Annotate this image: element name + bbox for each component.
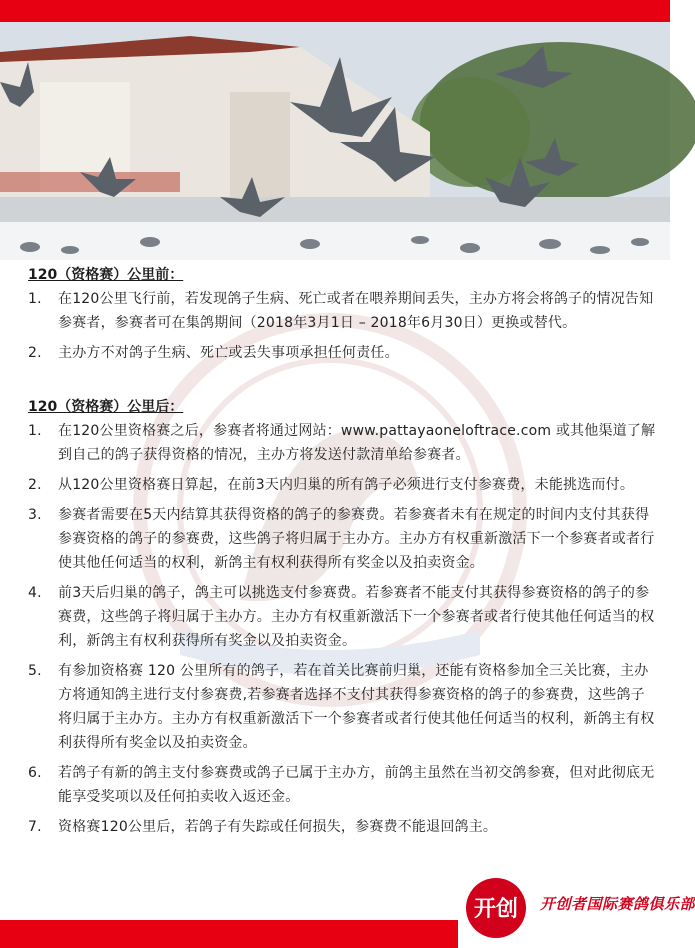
list-item xyxy=(28,659,658,755)
item-number: 6. xyxy=(28,765,42,781)
item-text: 在120公里资格赛之后，参赛者将通过网站：www.pattayaoneloftrace.com 或其他渠道了解到自己的鸽子获得资格的情况，主办方将发送付款清单给参赛者。 xyxy=(58,423,656,463)
item-number: 1. xyxy=(28,291,42,307)
list-item xyxy=(28,761,658,809)
top-red-bar xyxy=(0,0,670,22)
item-number: 7. xyxy=(28,819,42,835)
section-before-title: 120（资格赛）公里前： xyxy=(28,267,184,283)
item-number: 5. xyxy=(28,663,42,679)
hero-pigeon-photo xyxy=(0,22,670,260)
club-name: 开创者国际赛鸽俱乐部 xyxy=(540,895,695,913)
pigeons-illustration xyxy=(0,22,670,260)
item-number: 2. xyxy=(28,477,42,493)
item-text: 前3天后归巢的鸽子，鸽主可以挑选支付参赛费。若参赛者不能支付其获得参赛资格的鸽子的参赛费，这些鸽子将归属于主办方。主办方有权重新激活下一个参赛者或者行使其他任何适当的权利，新鸽主有权利获得所有奖金以及拍卖资金。 xyxy=(58,585,655,649)
item-number: 3. xyxy=(28,507,42,523)
section-after-title: 120（资格赛）公里后： xyxy=(28,399,184,415)
item-number: 2. xyxy=(28,345,42,361)
item-text: 资格赛120公里后，若鸽子有失踪或任何损失，参赛费不能退回鸽主。 xyxy=(58,819,498,835)
list-item xyxy=(28,341,658,365)
item-text: 若鸽子有新的鸽主支付参赛费或鸽子已属于主办方，前鸽主虽然在当初交鸽参赛，但对此彻底无能享受奖项以及任何拍卖收入返还金。 xyxy=(58,765,655,805)
section-after-list xyxy=(28,419,658,845)
list-item xyxy=(28,473,658,497)
item-text: 从120公里资格赛日算起，在前3天内归巢的所有鸽子必须进行支付参赛费，未能挑选而付。 xyxy=(58,477,635,493)
item-text: 有参加资格赛 120 公里所有的鸽子，若在首关比赛前归巢，还能有资格参加全三关比赛，主办方将通知鸽主进行支付参赛费,若参赛者选择不支付其获得参赛资格的鸽子的参赛费，这些鸽子将归属于主办方。主办方有权重新激活下一个参赛者或者行使其他任何适当的权利，新鸽主有权利获得所有奖金以及拍卖资金。 xyxy=(58,663,655,751)
list-item xyxy=(28,419,658,467)
list-item xyxy=(28,503,658,575)
item-number: 1. xyxy=(28,423,42,439)
list-item xyxy=(28,287,658,335)
logo-seal-glyph: 开创 xyxy=(473,896,519,922)
item-text: 参赛者需要在5天内结算其获得资格的鸽子的参赛费。若参赛者未有在规定的时间内支付其获得参赛资格的鸽子的参赛费，这些鸽子将归属于主办方。主办方有权重新激活下一个参赛者或者行使其他任何适当的权利，新鸽主有权利获得所有奖金以及拍卖资金。 xyxy=(58,507,655,571)
item-text: 在120公里飞行前，若发现鸽子生病、死亡或者在喂养期间丢失，主办方将会将鸽子的情况告知参赛者，参赛者可在集鸽期间（2018年3月1日 – 2018年6月30日）更换或替代。 xyxy=(58,291,654,331)
list-item xyxy=(28,815,658,839)
item-number: 4. xyxy=(28,585,42,601)
section-before-list xyxy=(28,287,658,371)
list-item xyxy=(28,581,658,653)
item-text: 主办方不对鸽子生病、死亡或丢失事项承担任何责任。 xyxy=(58,345,399,361)
